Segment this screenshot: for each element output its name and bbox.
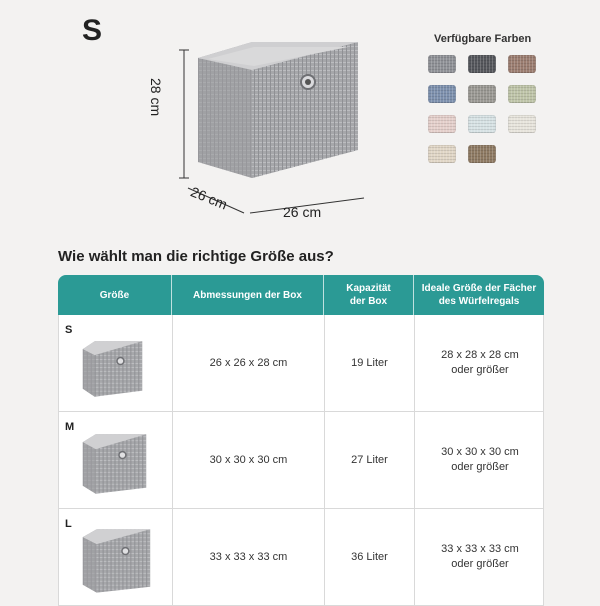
dimensions-cell: 33 x 33 x 33 cm [173, 509, 325, 605]
color-swatch[interactable] [468, 115, 496, 133]
row-size-label: S [65, 324, 73, 336]
table-row [58, 315, 544, 412]
table-row [58, 412, 544, 509]
header-size: Größe [58, 275, 172, 315]
size-cell [59, 412, 173, 508]
color-swatch[interactable] [428, 55, 456, 73]
ideal-size-note: oder größer [451, 461, 509, 473]
capacity-cell: 36 Liter [325, 509, 415, 605]
color-swatch[interactable] [508, 115, 536, 133]
ideal-size-cell [415, 412, 545, 508]
ideal-size-value: 30 x 30 x 30 cm [441, 446, 519, 458]
ideal-size-cell [415, 509, 545, 605]
color-swatch[interactable] [428, 115, 456, 133]
table-row [58, 509, 544, 606]
ideal-size-value: 33 x 33 x 33 cm [441, 543, 519, 555]
ideal-size-note: oder größer [451, 364, 509, 376]
capacity-cell: 19 Liter [325, 315, 415, 411]
box-thumbnail-medium [59, 412, 172, 508]
header-dimensions: Abmessungen der Box [172, 275, 324, 315]
header-ideal-line2: des Würfelregals [438, 296, 520, 307]
color-swatch[interactable] [428, 145, 456, 163]
color-swatch[interactable] [508, 85, 536, 103]
color-swatch-grid [428, 55, 536, 163]
color-swatch[interactable] [508, 55, 536, 73]
size-comparison-table [58, 275, 544, 606]
header-capacity-line2: der Box [349, 296, 388, 307]
box-thumbnail-large [59, 509, 172, 605]
header-capacity-line1: Kapazität [346, 283, 391, 294]
ideal-size-value: 28 x 28 x 28 cm [441, 349, 519, 361]
color-swatch[interactable] [468, 85, 496, 103]
color-swatch[interactable] [468, 145, 496, 163]
available-colors-title: Verfügbare Farben [434, 33, 532, 45]
size-cell [59, 315, 173, 411]
ideal-size-note: oder größer [451, 558, 509, 570]
dimensions-cell: 30 x 30 x 30 cm [173, 412, 325, 508]
row-size-label: M [65, 421, 75, 433]
header-capacity [324, 275, 414, 315]
depth-dimension-label: 26 cm [188, 183, 230, 213]
storage-box-illustration [150, 30, 390, 220]
ideal-size-cell [415, 315, 545, 411]
row-size-label: L [65, 518, 72, 530]
dimensions-cell: 26 x 26 x 28 cm [173, 315, 325, 411]
box-thumbnail-small [59, 315, 172, 411]
table-header [58, 275, 544, 315]
header-ideal-size [414, 275, 544, 315]
capacity-cell: 27 Liter [325, 412, 415, 508]
width-dimension-label: 26 cm [283, 204, 322, 220]
size-cell [59, 509, 173, 605]
header-ideal-line1: Ideale Größe der Fächer [421, 283, 537, 294]
color-swatch[interactable] [468, 55, 496, 73]
height-dimension-label: 28 cm [148, 78, 164, 117]
size-question-heading: Wie wählt man die richtige Größe aus? [58, 248, 334, 265]
size-badge: S [82, 14, 103, 47]
color-swatch[interactable] [428, 85, 456, 103]
